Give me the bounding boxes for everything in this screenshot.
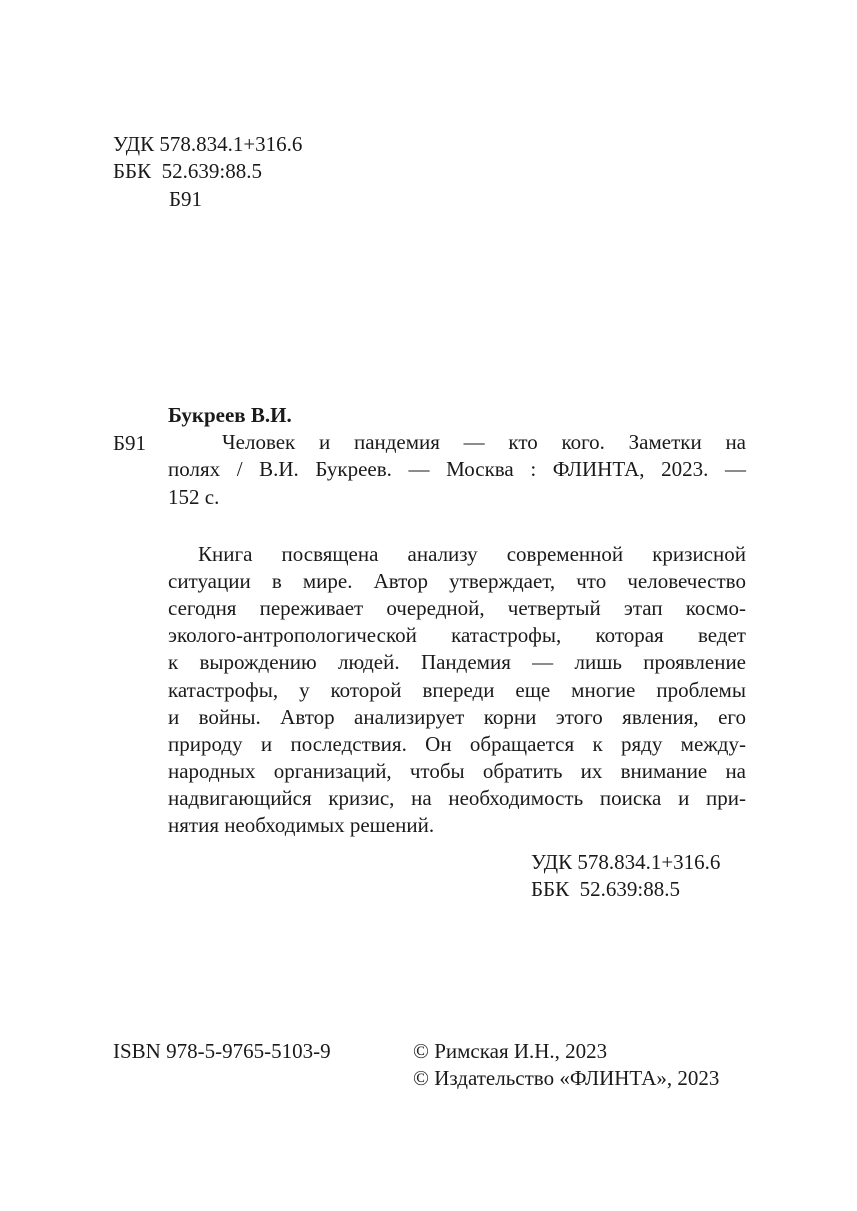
word: на <box>725 430 746 454</box>
annotation-last-line: нятия необходимых решений. <box>168 813 435 837</box>
word: Пандемия <box>420 650 511 675</box>
word: обращается <box>469 731 575 756</box>
word: при- <box>706 785 746 810</box>
copyright-publisher: © Издательство «ФЛИНТА», 2023 <box>413 1066 720 1090</box>
word: вырождению <box>199 650 317 675</box>
word: необходимость <box>448 785 584 810</box>
bbk-code-bottom: ББК 52.639:88.5 <box>531 877 680 901</box>
word: поиска <box>599 785 662 810</box>
word: эколого-антропологической <box>168 623 417 648</box>
author-sign-top: Б91 <box>169 187 203 211</box>
word: Человек <box>222 430 296 454</box>
word: на <box>411 785 432 810</box>
word: которой <box>330 677 402 702</box>
author-sign: Б91 <box>113 431 147 455</box>
word: корни <box>483 704 537 729</box>
word: Москва <box>446 457 514 481</box>
word: и <box>318 430 331 454</box>
word: этого <box>555 704 603 729</box>
word: четвертый <box>507 596 601 621</box>
word: — <box>408 457 430 481</box>
word: — <box>463 430 485 454</box>
annotation-line <box>198 541 746 568</box>
word: ФЛИНТА, <box>552 457 645 481</box>
word: Книга <box>198 542 253 566</box>
word: надвигающийся <box>168 785 312 810</box>
word: его <box>718 704 746 729</box>
annotation-line <box>168 677 746 704</box>
word: проблемы <box>656 677 746 702</box>
word: ряду <box>620 731 663 756</box>
title-line-1 <box>222 430 746 455</box>
word: природу <box>168 731 243 756</box>
word: в <box>271 569 282 594</box>
word: внимание <box>620 758 708 783</box>
word: современной <box>506 542 624 566</box>
word: кто <box>508 430 538 454</box>
word: — <box>532 650 554 675</box>
word: кризисной <box>652 542 746 566</box>
page-count: 152 с. <box>168 485 220 509</box>
word: очередной, <box>386 596 485 621</box>
word: явления, <box>622 704 699 729</box>
annotation-line <box>168 622 746 649</box>
word: их <box>580 758 603 783</box>
word: 2023. <box>661 457 709 481</box>
word: многие <box>571 677 636 702</box>
word: сегодня <box>168 596 237 621</box>
word: народных <box>168 758 256 783</box>
word: ситуации <box>168 569 251 594</box>
bbk-code-top: ББК 52.639:88.5 <box>113 159 262 183</box>
word: войны. <box>198 704 261 729</box>
copyright-author: © Римская И.Н., 2023 <box>413 1039 608 1063</box>
word: кого. <box>561 430 605 454</box>
word: Автор <box>280 704 335 729</box>
word: Он <box>425 731 452 756</box>
word: людей. <box>338 650 400 675</box>
word: — <box>724 457 746 481</box>
word: анализу <box>407 542 478 566</box>
word: кризис, <box>328 785 395 810</box>
annotation-line <box>168 595 746 622</box>
word: чтобы <box>409 758 465 783</box>
word: ведет <box>697 623 746 648</box>
word: посвящена <box>281 542 379 566</box>
annotation-line <box>168 704 746 731</box>
word: последствия. <box>290 731 407 756</box>
word: и <box>168 704 180 729</box>
word: Букреев. <box>315 457 392 481</box>
word: полях <box>168 457 221 481</box>
annotation-line <box>168 568 746 595</box>
annotation-line <box>168 649 746 676</box>
word: к <box>168 650 179 675</box>
word: и <box>678 785 690 810</box>
word: на <box>725 758 746 783</box>
word: / <box>236 457 243 481</box>
annotation-line <box>168 785 746 812</box>
title-line-2 <box>168 457 746 482</box>
word: анализирует <box>354 704 465 729</box>
word: между- <box>680 731 746 756</box>
word: впереди <box>422 677 495 702</box>
word: человечество <box>627 569 746 594</box>
word: пандемия <box>353 430 440 454</box>
word: обратить <box>482 758 563 783</box>
word: у <box>299 677 310 702</box>
author-heading: Букреев В.И. <box>168 403 292 427</box>
word: В.И. <box>259 457 299 481</box>
word: этап <box>623 596 663 621</box>
udk-code-bottom: УДК 578.834.1+316.6 <box>531 850 721 874</box>
word: Заметки <box>628 430 702 454</box>
isbn: ISBN 978-5-9765-5103-9 <box>113 1039 331 1063</box>
word: проявление <box>643 650 746 675</box>
annotation-line <box>168 758 746 785</box>
word: еще <box>515 677 551 702</box>
word: к <box>592 731 603 756</box>
word: катастрофы, <box>168 677 279 702</box>
word: и <box>260 731 273 756</box>
word: катастрофы, <box>451 623 562 648</box>
annotation-line <box>168 731 746 758</box>
word: которая <box>595 623 664 648</box>
word: утверждает, <box>449 569 556 594</box>
word: Автор <box>373 569 429 594</box>
word: космо- <box>685 596 746 621</box>
word: лишь <box>574 650 622 675</box>
word: что <box>576 569 607 594</box>
udk-code-top: УДК 578.834.1+316.6 <box>113 132 303 156</box>
word: переживает <box>259 596 364 621</box>
word: : <box>530 457 537 481</box>
word: организаций, <box>273 758 392 783</box>
word: мире. <box>302 569 353 594</box>
